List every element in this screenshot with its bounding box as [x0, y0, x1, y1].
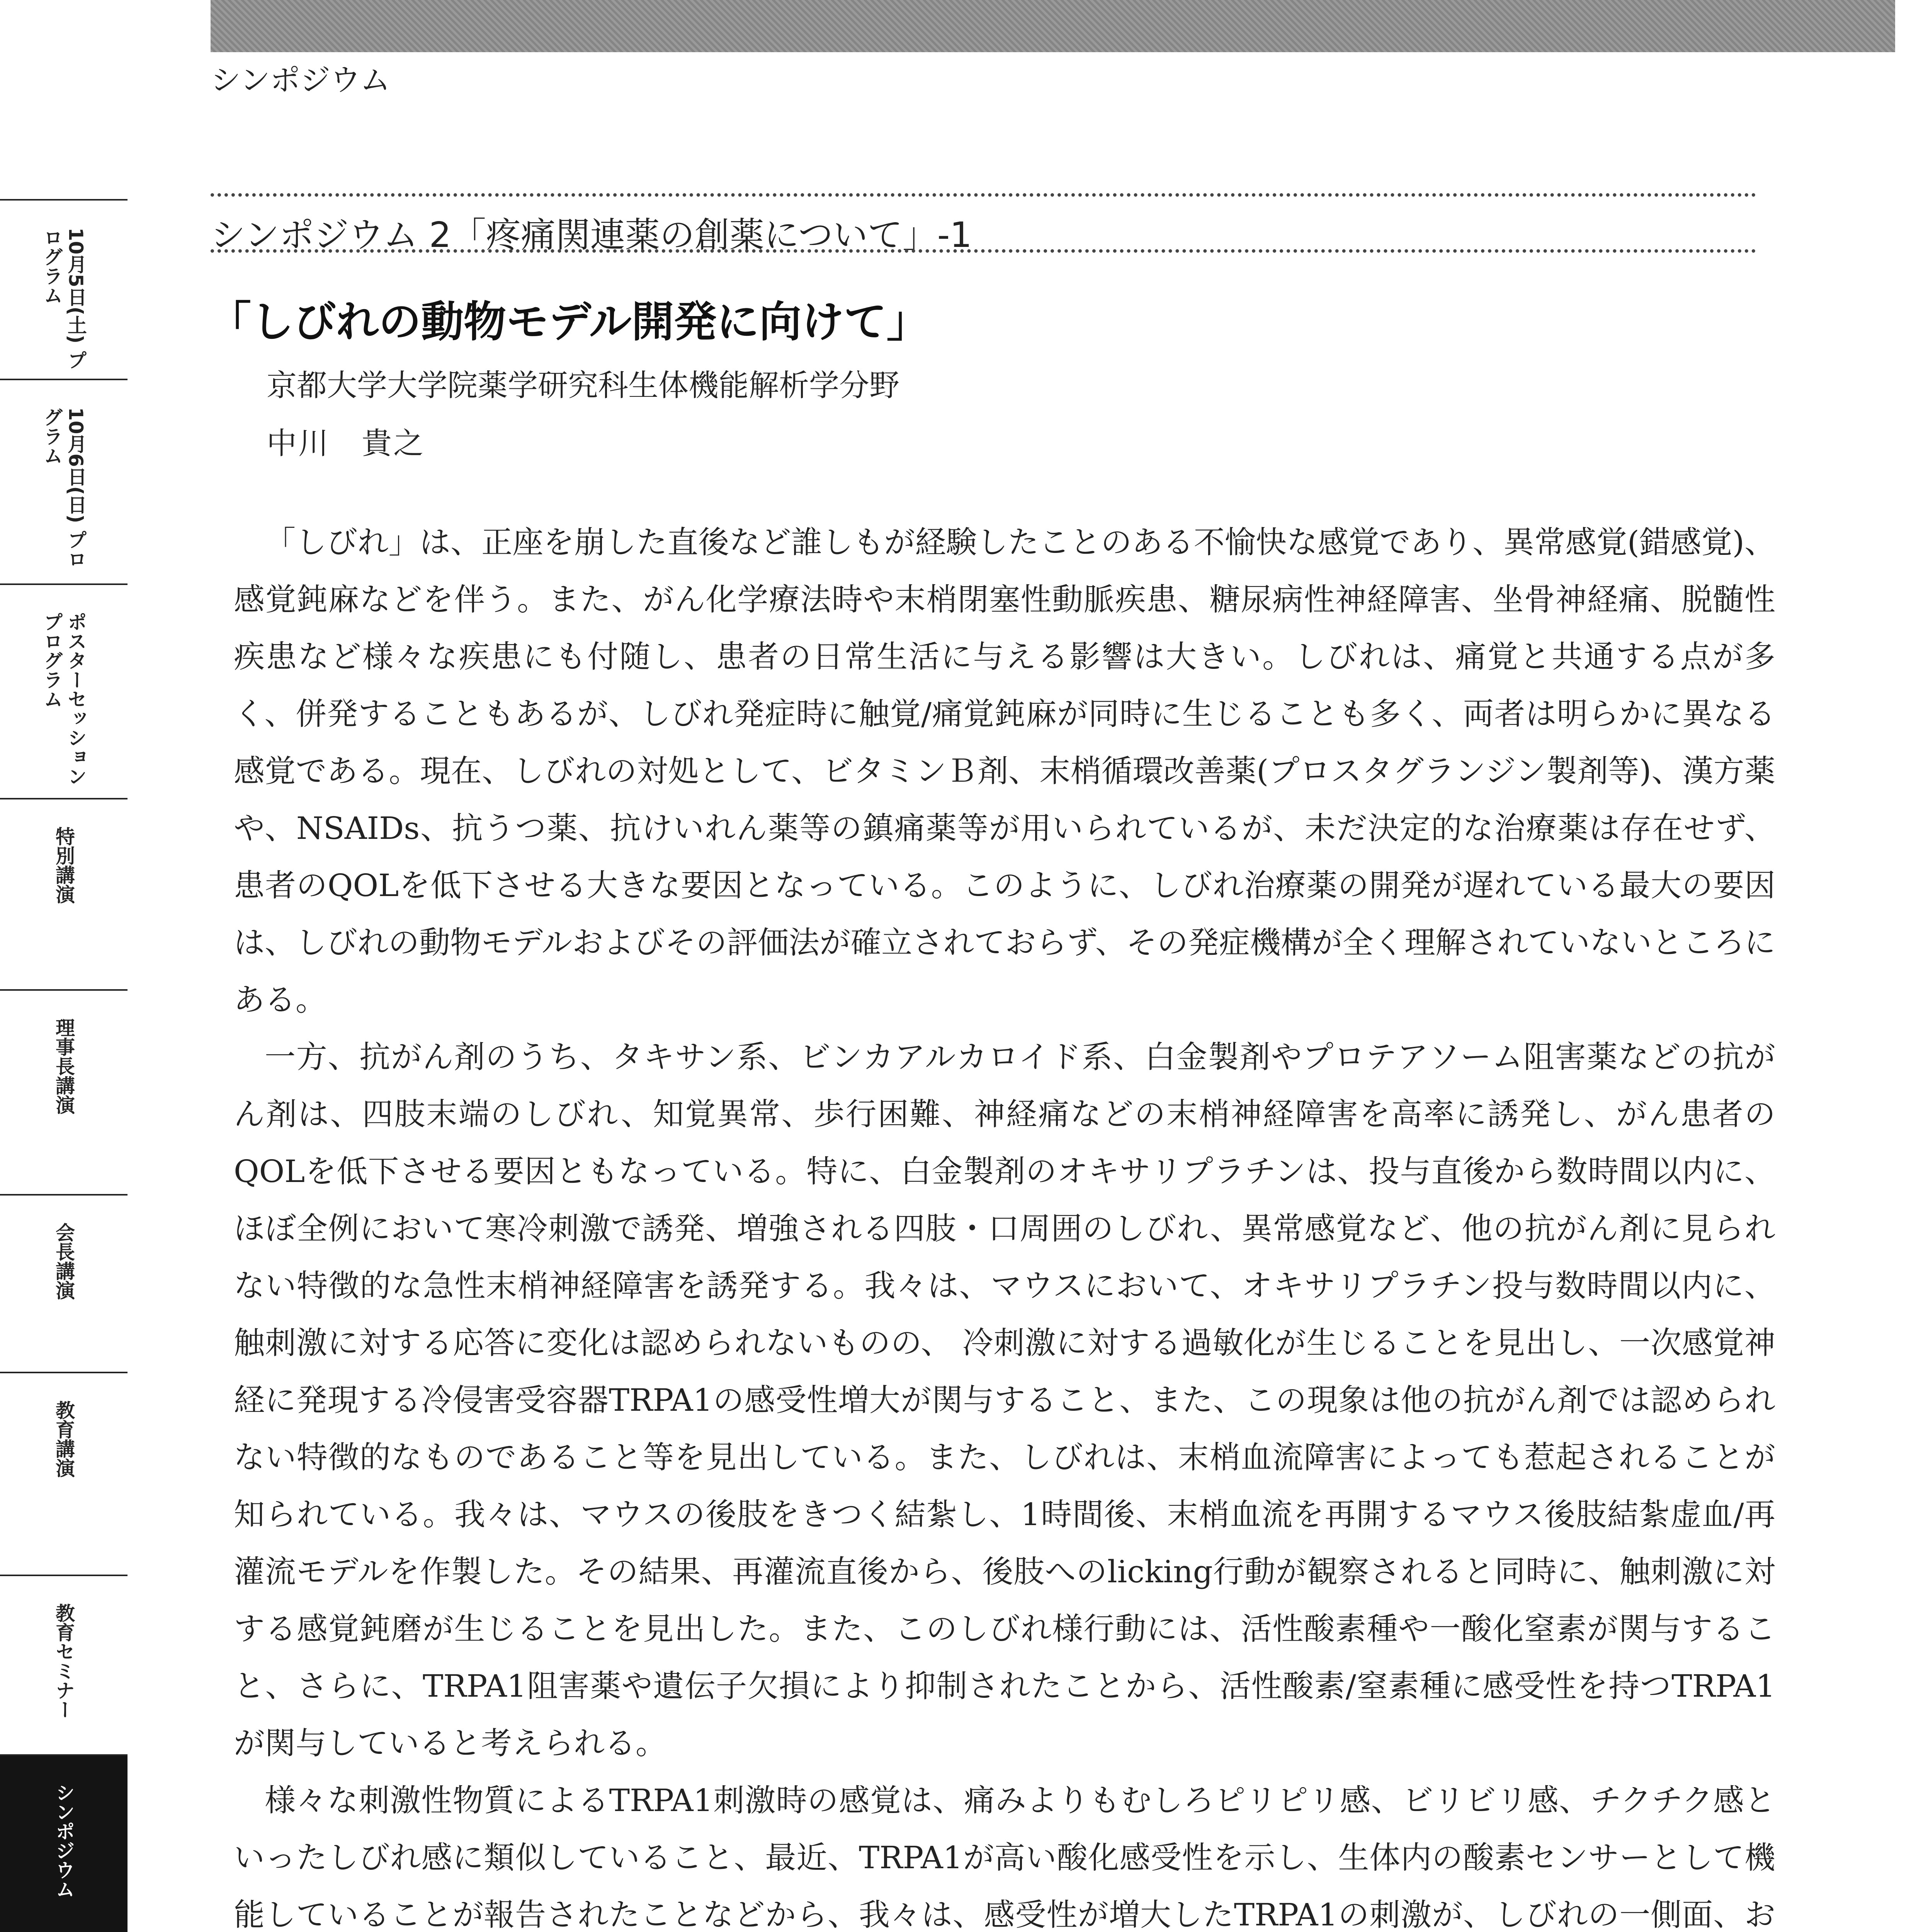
symposium-title: シンポジウム 2「疼痛関連薬の創薬について」-1 [211, 215, 972, 255]
abstract-paragraph: 「しびれ」は、正座を崩した直後など誰しもが経験したことのある不愉快な感覚であり、異常感覚(錯感覚)、感覚鈍麻などを伴う。また、がん化学療法時や末梢閉塞性動脈疾患、糖尿病性神経障害、坐骨神経痛、脱髄性疾患など様々な疾患にも付随し、患者の日常生活に与える影響は大きい。しびれは、痛覚と共通する点が多く、併発することもあるが、しびれ発症時に触覚/痛覚鈍麻が同時に生じることも多く、両者は明らかに異なる感覚である。現在、しびれの対処として、ビタミンＢ剤、末梢循環改善薬(プロスタグランジン製剤等)、漢方薬や、NSAIDs、抗うつ薬、抗けいれん薬等の鎮痛薬等が用いられているが、未だ決定的な治療薬は存在せず、患者のQOLを低下させる大きな要因となっている。このように、しびれ治療薬の開発が遅れている最大の要因は、しびれの動物モデルおよびその評価法が確立されておらず、その発症機構が全く理解されていないところにある。 [234, 524, 1775, 1018]
affiliation: 京都大学大学院薬学研究科生体機能解析学分野 [267, 368, 900, 403]
side-tab-label: シンポジウム [53, 1783, 75, 1899]
side-tab-label: 会長講演 [53, 1223, 75, 1300]
author-name: 中川 貴之 [267, 426, 425, 461]
side-tab-label: 教育セミナー [53, 1603, 75, 1719]
abstract-paragraph: 一方、抗がん剤のうち、タキサン系、ビンカアルカロイド系、白金製剤やプロテアソーム阻害薬などの抗がん剤は、四肢末端のしびれ、知覚異常、歩行困難、神経痛などの末梢神経障害を高率に誘発し、がん患者のQOLを低下させる要因ともなっている。特に、白金製剤のオキサリプラチンは、投与直後から数時間以内に、ほぼ全例において寒冷刺激で誘発、増強される四肢・口周囲のしびれ、異常感覚など、他の抗がん剤に見られない特徴的な急性末梢神経障害を誘発する。我々は、マウスにおいて、オキサリプラチン投与数時間以内に、 触刺激に対する応答に変化は認められないものの、 冷刺激に対する過敏化が生じることを見出し、一次感覚神経に発現する冷侵害受容器TRPA1の感受性増大が関与すること、また、この現象は他の抗がん剤では認められない特徴的なものであること等を見出している。また、しびれは、末梢血流障害によっても惹起されることが知られている。我々は、マウスの後肢をきつく結紮し、1時間後、末梢血流を再開するマウス後肢結紮虚血/再灌流モデルを作製した。その結果、再灌流直後から、後肢へのlicking行動が観察されると同時に、触刺激に対する感覚鈍磨が生じることを見出した。また、このしびれ様行動には、活性酸素種や一酸化窒素が関与すること、さらに、TRPA1阻害薬や遺伝子欠損により抑制されたことから、活性酸素/窒素種に感受性を持つTRPA1が関与していると考えられる。 [234, 1039, 1775, 1761]
side-tab-oct6-program[interactable] [0, 379, 128, 583]
side-tab-chair-lecture[interactable] [0, 989, 128, 1194]
side-tab-label: 10月6日(日) プログラム [41, 407, 87, 569]
side-tab-label: 特別講演 [53, 827, 75, 904]
section-header: シンポジウム [211, 63, 391, 98]
talk-title: 「しびれの動物モデル開発に向けて」 [209, 297, 929, 347]
side-tab-label: 10月5日(土) プログラム [41, 228, 87, 370]
side-tab-poster-program[interactable] [0, 583, 128, 798]
side-tab-president-lecture[interactable] [0, 1194, 128, 1372]
abstract-paragraph: 様々な刺激性物質によるTRPA1刺激時の感覚は、痛みよりもむしろピリピリ感、ビリビリ感、チクチク感といったしびれ感に類似していること、最近、TRPA1が高い酸化感受性を示し、生体内の酸素センサーとして機能していることが報告されたことなどから、我々は、感受性が増大したTRPA1の刺激が、しびれの一側面、お [234, 1782, 1775, 1932]
divider-dotted [211, 193, 1756, 197]
side-tab-label: 理事長講演 [53, 1018, 75, 1114]
side-tab-special-lecture[interactable] [0, 798, 128, 989]
side-tab-label: 教育講演 [53, 1400, 75, 1478]
side-tab-education-seminar[interactable] [0, 1575, 128, 1754]
side-tab-oct5-program[interactable] [0, 199, 128, 379]
divider-dotted [211, 249, 1756, 253]
header-band [211, 0, 1895, 52]
side-tab-symposium[interactable] [0, 1754, 128, 1932]
abstract-body [234, 514, 1775, 1932]
side-tab-label: ポスターセッション プログラム [41, 612, 87, 786]
side-tab-education-lecture[interactable] [0, 1372, 128, 1575]
